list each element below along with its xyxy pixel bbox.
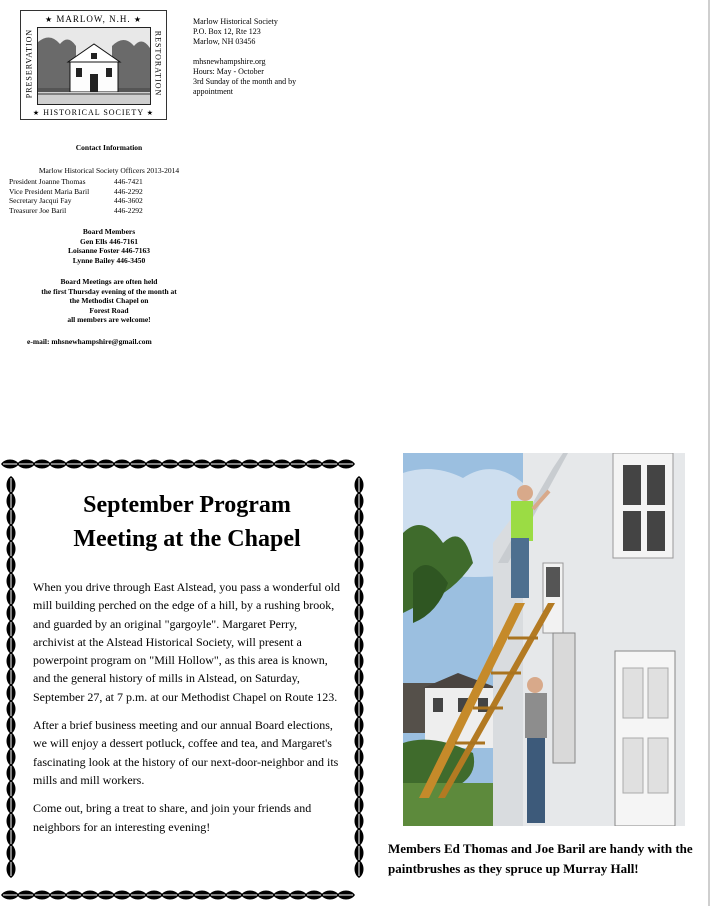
society-name: Marlow Historical Society bbox=[193, 17, 278, 26]
city-state: Marlow, NH 03456 bbox=[193, 37, 256, 46]
logo-bottom-text: HISTORICAL SOCIETY bbox=[43, 108, 144, 117]
officers-heading: Marlow Historical Society Officers 2013-2014 bbox=[38, 165, 180, 175]
logo-top-text: MARLOW, N.H. bbox=[56, 14, 131, 24]
po-box: P.O. Box 12, Rte 123 bbox=[193, 27, 261, 36]
contact-title: Contact Information bbox=[75, 143, 143, 152]
contact-information bbox=[9, 143, 209, 346]
logo-left-text: PRESERVATION bbox=[24, 28, 34, 99]
officer-row: Treasurer Joe Baril 446-2292 bbox=[9, 205, 143, 215]
program-title-line1: September Program bbox=[83, 492, 291, 518]
program-paragraph-1: When you drive through East Alstead, you pass a wonderful old mill building perched on the edge of a hill, by a rushing brook, and guarded by an original "gargoyle". Margaret Perry, archivist at the Alstead Historical Society, will present a powerpoint program on "Mill Hollow", as this area is known, and the general history of mills in Alstead, on Saturday, September 27, at 7 p.m. at our Methodist Chapel on Route 123. bbox=[33, 580, 340, 704]
painting-photo bbox=[403, 453, 685, 826]
historical-society-logo: ★ MARLOW, N.H. ★ PRESERVATION RESTORATION ★ HISTORICAL SOCIETY ★ bbox=[20, 10, 167, 120]
officers-list bbox=[9, 177, 209, 215]
officer-row: Secretary Jacqui Fay 446-3602 bbox=[9, 196, 143, 205]
september-program-box bbox=[0, 453, 370, 906]
address-block bbox=[193, 17, 333, 97]
logo-right-text: RESTORATION bbox=[153, 30, 163, 97]
board-member: Lynne Bailey 446-3450 bbox=[72, 255, 146, 265]
officer-row: Vice President Maria Baril 446-2292 bbox=[9, 186, 143, 196]
board-list bbox=[9, 237, 209, 266]
photo-caption: Members Ed Thomas and Joe Baril are handy with the paintbrushes as they spruce up Murray Hall! bbox=[388, 841, 693, 876]
board-member: Loisanne Foster 446-7163 bbox=[68, 246, 150, 255]
program-paragraph-3: Come out, bring a treat to share, and join your friends and neighbors for an interesting evening! bbox=[33, 801, 312, 834]
meeting-house-sketch bbox=[37, 27, 151, 105]
program-paragraph-2: After a brief business meeting and our annual Board elections, we will enjoy a dessert potluck, coffee and tea, and Margaret's fascinating look at the history of our next-door-neighbor and its mills and mill workers. bbox=[33, 718, 339, 787]
email-address[interactable]: e-mail: mhsnewhampshire@gmail.com bbox=[27, 336, 152, 346]
meetings-note: Board Meetings are often held the first Thursday evening of the month at the Methodist Chapel on Forest Road all members are welcome! bbox=[41, 277, 177, 324]
schedule: 3rd Sunday of the month and by appointment bbox=[193, 77, 297, 96]
officer-row: President Joanne Thomas 446-7421 bbox=[9, 177, 143, 186]
program-title-line2: Meeting at the Chapel bbox=[73, 526, 301, 552]
website-link[interactable]: mhsnewhampshire.org bbox=[193, 57, 266, 66]
board-title: Board Members bbox=[82, 227, 136, 236]
board-member: Gen Ells 446-7161 bbox=[80, 236, 138, 246]
hours: Hours: May - October bbox=[193, 67, 264, 76]
